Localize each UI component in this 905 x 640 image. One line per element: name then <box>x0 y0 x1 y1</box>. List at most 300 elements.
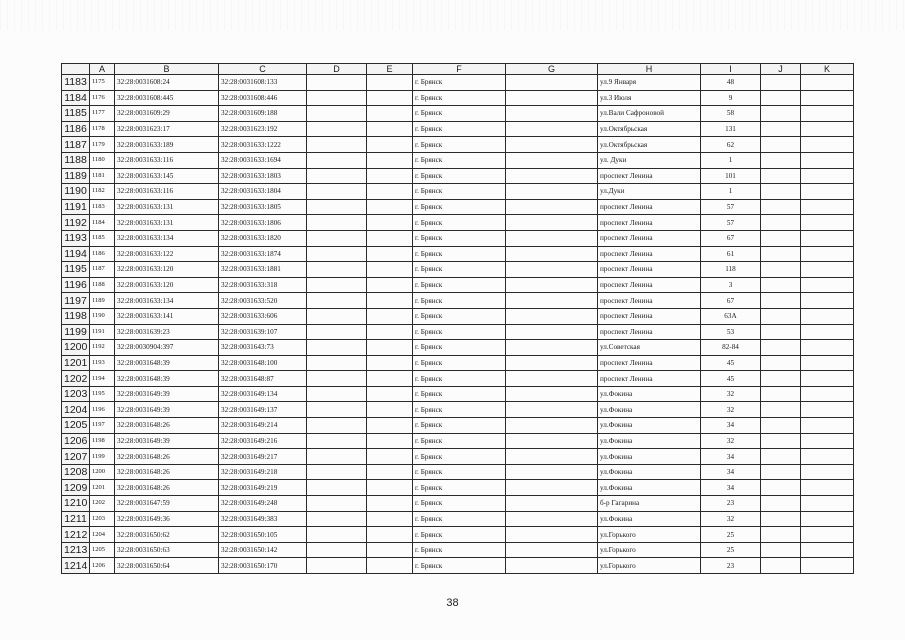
cell-e <box>367 324 413 340</box>
row-number: 1207 <box>62 449 90 465</box>
cell-a: 1184 <box>90 215 115 231</box>
cell-g <box>506 277 598 293</box>
cell-a: 1205 <box>90 542 115 558</box>
row-number: 1210 <box>62 496 90 512</box>
cell-e <box>367 277 413 293</box>
row-number: 1184 <box>62 90 90 106</box>
table-row <box>62 308 854 324</box>
cell-j <box>761 106 801 122</box>
cell-i: 118 <box>701 262 761 278</box>
scan-noise <box>0 0 905 30</box>
cell-i: 34 <box>701 480 761 496</box>
cell-e <box>367 293 413 309</box>
cell-b: 32:28:0031649:36 <box>115 511 219 527</box>
cell-h: ул.3 Июля <box>598 90 701 106</box>
cell-i: 63А <box>701 308 761 324</box>
cell-i: 32 <box>701 386 761 402</box>
cell-d <box>307 433 367 449</box>
cell-g <box>506 262 598 278</box>
cell-a: 1176 <box>90 90 115 106</box>
cell-i: 25 <box>701 527 761 543</box>
cell-h: ул.Фокина <box>598 464 701 480</box>
cell-e <box>367 262 413 278</box>
column-header: B <box>115 64 219 75</box>
cell-d <box>307 449 367 465</box>
cell-d <box>307 324 367 340</box>
cell-i: 1 <box>701 184 761 200</box>
cell-a: 1200 <box>90 464 115 480</box>
cell-k <box>801 137 854 153</box>
cell-j <box>761 558 801 574</box>
cell-g <box>506 480 598 496</box>
cell-k <box>801 121 854 137</box>
row-number: 1187 <box>62 137 90 153</box>
cell-c: 32:28:0031650:170 <box>219 558 307 574</box>
cell-e <box>367 558 413 574</box>
column-header: H <box>598 64 701 75</box>
cell-a: 1197 <box>90 418 115 434</box>
cell-k <box>801 293 854 309</box>
cell-f: г. Брянск <box>413 449 506 465</box>
cell-b: 32:28:0031639:23 <box>115 324 219 340</box>
cell-i: 82-84 <box>701 340 761 356</box>
cell-b: 32:28:0031647:59 <box>115 496 219 512</box>
column-header: E <box>367 64 413 75</box>
table-row <box>62 137 854 153</box>
cell-c: 32:28:0031649:134 <box>219 386 307 402</box>
cell-j <box>761 199 801 215</box>
cell-e <box>367 480 413 496</box>
cell-g <box>506 106 598 122</box>
cell-d <box>307 199 367 215</box>
cell-h: ул.Фокина <box>598 511 701 527</box>
cell-d <box>307 121 367 137</box>
cell-k <box>801 418 854 434</box>
cell-h: ул.Горького <box>598 527 701 543</box>
cell-c: 32:28:0031633:1694 <box>219 152 307 168</box>
cell-g <box>506 402 598 418</box>
cell-j <box>761 464 801 480</box>
cell-g <box>506 121 598 137</box>
cell-d <box>307 418 367 434</box>
cell-j <box>761 75 801 91</box>
cell-g <box>506 542 598 558</box>
cell-e <box>367 355 413 371</box>
cell-d <box>307 527 367 543</box>
cell-e <box>367 386 413 402</box>
cell-k <box>801 527 854 543</box>
table-row <box>62 542 854 558</box>
cell-b: 32:28:0031633:189 <box>115 137 219 153</box>
row-number: 1190 <box>62 184 90 200</box>
cell-i: 34 <box>701 464 761 480</box>
cell-d <box>307 230 367 246</box>
cell-j <box>761 293 801 309</box>
cell-j <box>761 386 801 402</box>
cell-e <box>367 121 413 137</box>
cell-g <box>506 230 598 246</box>
cell-a: 1198 <box>90 433 115 449</box>
cell-c: 32:28:0031633:1874 <box>219 246 307 262</box>
table-row <box>62 558 854 574</box>
cell-i: 23 <box>701 558 761 574</box>
table-row <box>62 121 854 137</box>
cell-c: 32:28:0031649:218 <box>219 464 307 480</box>
row-number: 1183 <box>62 75 90 91</box>
cell-i: 67 <box>701 293 761 309</box>
cell-i: 32 <box>701 402 761 418</box>
cell-j <box>761 402 801 418</box>
cell-i: 32 <box>701 511 761 527</box>
cell-h: ул.Горького <box>598 542 701 558</box>
cell-c: 32:28:0031623:192 <box>219 121 307 137</box>
cell-c: 32:28:0031609:188 <box>219 106 307 122</box>
table-row <box>62 511 854 527</box>
cell-i: 101 <box>701 168 761 184</box>
table-row <box>62 464 854 480</box>
cell-e <box>367 152 413 168</box>
row-number: 1198 <box>62 308 90 324</box>
cell-k <box>801 371 854 387</box>
cell-k <box>801 168 854 184</box>
table-row <box>62 371 854 387</box>
table-row <box>62 418 854 434</box>
cell-h: ул.Фокина <box>598 418 701 434</box>
cell-b: 32:28:0031648:39 <box>115 355 219 371</box>
cell-b: 32:28:0031633:122 <box>115 246 219 262</box>
cell-h: ул.Октябрьская <box>598 137 701 153</box>
cell-j <box>761 168 801 184</box>
cell-d <box>307 542 367 558</box>
cell-c: 32:28:0031649:217 <box>219 449 307 465</box>
cell-h: проспект Ленина <box>598 262 701 278</box>
cell-g <box>506 90 598 106</box>
cell-a: 1192 <box>90 340 115 356</box>
cell-k <box>801 402 854 418</box>
cell-f: г. Брянск <box>413 168 506 184</box>
cell-k <box>801 277 854 293</box>
cell-g <box>506 75 598 91</box>
cell-e <box>367 464 413 480</box>
cell-j <box>761 262 801 278</box>
cell-i: 57 <box>701 199 761 215</box>
cell-g <box>506 464 598 480</box>
cell-g <box>506 371 598 387</box>
cell-k <box>801 542 854 558</box>
cell-b: 32:28:0031649:39 <box>115 433 219 449</box>
cell-k <box>801 199 854 215</box>
cell-i: 45 <box>701 371 761 387</box>
table-row <box>62 199 854 215</box>
cell-h: ул.Фокина <box>598 386 701 402</box>
cell-f: г. Брянск <box>413 137 506 153</box>
cell-j <box>761 184 801 200</box>
cell-j <box>761 340 801 356</box>
table-row <box>62 496 854 512</box>
cell-g <box>506 386 598 402</box>
cell-i: 9 <box>701 90 761 106</box>
cell-f: г. Брянск <box>413 90 506 106</box>
cell-k <box>801 511 854 527</box>
cell-d <box>307 511 367 527</box>
cell-e <box>367 184 413 200</box>
table-row <box>62 277 854 293</box>
table-row <box>62 324 854 340</box>
table-row <box>62 215 854 231</box>
cell-i: 57 <box>701 215 761 231</box>
cell-i: 67 <box>701 230 761 246</box>
cell-k <box>801 106 854 122</box>
cell-a: 1179 <box>90 137 115 153</box>
cell-d <box>307 137 367 153</box>
row-number: 1212 <box>62 527 90 543</box>
cell-c: 32:28:0031633:1881 <box>219 262 307 278</box>
cell-d <box>307 215 367 231</box>
cell-b: 32:28:0031633:134 <box>115 293 219 309</box>
cell-i: 131 <box>701 121 761 137</box>
cell-i: 3 <box>701 277 761 293</box>
cell-k <box>801 496 854 512</box>
cell-k <box>801 480 854 496</box>
cell-j <box>761 152 801 168</box>
cell-c: 32:28:0031649:216 <box>219 433 307 449</box>
column-header: K <box>801 64 854 75</box>
cell-g <box>506 324 598 340</box>
cell-g <box>506 246 598 262</box>
cell-b: 32:28:0031650:62 <box>115 527 219 543</box>
cell-e <box>367 418 413 434</box>
cell-b: 32:28:0031608:24 <box>115 75 219 91</box>
cell-i: 58 <box>701 106 761 122</box>
row-number: 1185 <box>62 106 90 122</box>
cell-e <box>367 215 413 231</box>
column-header: J <box>761 64 801 75</box>
cell-c: 32:28:0031649:248 <box>219 496 307 512</box>
cell-j <box>761 449 801 465</box>
row-number: 1195 <box>62 262 90 278</box>
cell-g <box>506 308 598 324</box>
cell-a: 1181 <box>90 168 115 184</box>
cell-i: 34 <box>701 418 761 434</box>
cell-j <box>761 230 801 246</box>
cell-d <box>307 90 367 106</box>
cell-d <box>307 168 367 184</box>
cell-h: ул.Фокина <box>598 480 701 496</box>
cell-f: г. Брянск <box>413 199 506 215</box>
cell-j <box>761 324 801 340</box>
spreadsheet-table <box>61 63 854 574</box>
row-number: 1189 <box>62 168 90 184</box>
table-row <box>62 386 854 402</box>
cell-j <box>761 90 801 106</box>
corner-cell <box>62 64 90 75</box>
cell-i: 23 <box>701 496 761 512</box>
cell-c: 32:28:0031633:1803 <box>219 168 307 184</box>
cell-b: 32:28:0031633:141 <box>115 308 219 324</box>
row-number: 1211 <box>62 511 90 527</box>
cell-b: 32:28:0031649:39 <box>115 386 219 402</box>
cell-d <box>307 184 367 200</box>
cell-f: г. Брянск <box>413 558 506 574</box>
cell-d <box>307 464 367 480</box>
cell-f: г. Брянск <box>413 355 506 371</box>
cell-j <box>761 308 801 324</box>
cell-h: ул.Вали Сафроновой <box>598 106 701 122</box>
cell-f: г. Брянск <box>413 340 506 356</box>
cell-c: 32:28:0031633:1804 <box>219 184 307 200</box>
column-header: D <box>307 64 367 75</box>
cell-c: 32:28:0031648:100 <box>219 355 307 371</box>
cell-b: 32:28:0030904:397 <box>115 340 219 356</box>
cell-b: 32:28:0031608:445 <box>115 90 219 106</box>
cell-f: г. Брянск <box>413 121 506 137</box>
cell-c: 32:28:0031633:520 <box>219 293 307 309</box>
cell-f: г. Брянск <box>413 152 506 168</box>
cell-c: 32:28:0031633:606 <box>219 308 307 324</box>
cell-e <box>367 75 413 91</box>
cell-a: 1190 <box>90 308 115 324</box>
cell-j <box>761 277 801 293</box>
cell-a: 1183 <box>90 199 115 215</box>
cell-g <box>506 511 598 527</box>
cell-j <box>761 433 801 449</box>
cell-h: проспект Ленина <box>598 355 701 371</box>
cell-k <box>801 324 854 340</box>
cell-f: г. Брянск <box>413 464 506 480</box>
cell-c: 32:28:0031633:1806 <box>219 215 307 231</box>
cell-h: проспект Ленина <box>598 215 701 231</box>
row-number: 1196 <box>62 277 90 293</box>
cell-c: 32:28:0031633:1805 <box>219 199 307 215</box>
cell-i: 34 <box>701 449 761 465</box>
cell-f: г. Брянск <box>413 277 506 293</box>
cell-i: 62 <box>701 137 761 153</box>
cell-c: 32:28:0031650:142 <box>219 542 307 558</box>
cell-f: г. Брянск <box>413 262 506 278</box>
cell-g <box>506 418 598 434</box>
cell-a: 1203 <box>90 511 115 527</box>
cell-e <box>367 371 413 387</box>
cell-k <box>801 558 854 574</box>
cell-h: ул.Фокина <box>598 449 701 465</box>
cell-c: 32:28:0031633:1222 <box>219 137 307 153</box>
table-row <box>62 152 854 168</box>
cell-b: 32:28:0031650:63 <box>115 542 219 558</box>
cell-e <box>367 511 413 527</box>
cell-a: 1177 <box>90 106 115 122</box>
cell-b: 32:28:0031648:26 <box>115 480 219 496</box>
cell-c: 32:28:0031649:214 <box>219 418 307 434</box>
cell-a: 1185 <box>90 230 115 246</box>
cell-k <box>801 449 854 465</box>
cell-h: проспект Ленина <box>598 308 701 324</box>
cell-b: 32:28:0031633:120 <box>115 277 219 293</box>
cell-d <box>307 106 367 122</box>
table-row <box>62 402 854 418</box>
cell-h: проспект Ленина <box>598 324 701 340</box>
cell-k <box>801 386 854 402</box>
cell-d <box>307 480 367 496</box>
cell-d <box>307 386 367 402</box>
cell-d <box>307 355 367 371</box>
cell-g <box>506 199 598 215</box>
cell-a: 1196 <box>90 402 115 418</box>
cell-j <box>761 215 801 231</box>
cell-a: 1206 <box>90 558 115 574</box>
table-row <box>62 246 854 262</box>
table-row <box>62 340 854 356</box>
cell-h: ул.Фокина <box>598 402 701 418</box>
cell-j <box>761 480 801 496</box>
cell-b: 32:28:0031633:120 <box>115 262 219 278</box>
cell-f: г. Брянск <box>413 386 506 402</box>
cell-g <box>506 449 598 465</box>
cell-c: 32:28:0031608:446 <box>219 90 307 106</box>
column-header: G <box>506 64 598 75</box>
row-number: 1199 <box>62 324 90 340</box>
cell-k <box>801 184 854 200</box>
cell-f: г. Брянск <box>413 511 506 527</box>
cell-j <box>761 121 801 137</box>
column-header: C <box>219 64 307 75</box>
cell-j <box>761 527 801 543</box>
cell-a: 1191 <box>90 324 115 340</box>
cell-f: г. Брянск <box>413 308 506 324</box>
row-number: 1213 <box>62 542 90 558</box>
cell-d <box>307 558 367 574</box>
cell-a: 1201 <box>90 480 115 496</box>
cell-a: 1193 <box>90 355 115 371</box>
cell-c: 32:28:0031643:73 <box>219 340 307 356</box>
cell-g <box>506 340 598 356</box>
table-row <box>62 262 854 278</box>
cell-f: г. Брянск <box>413 75 506 91</box>
cell-j <box>761 246 801 262</box>
cell-i: 45 <box>701 355 761 371</box>
cell-h: проспект Ленина <box>598 277 701 293</box>
table-row <box>62 293 854 309</box>
cell-i: 53 <box>701 324 761 340</box>
cell-k <box>801 90 854 106</box>
cell-c: 32:28:0031639:107 <box>219 324 307 340</box>
cell-j <box>761 137 801 153</box>
cell-f: г. Брянск <box>413 324 506 340</box>
cell-g <box>506 558 598 574</box>
cell-f: г. Брянск <box>413 184 506 200</box>
row-number: 1202 <box>62 371 90 387</box>
cell-f: г. Брянск <box>413 480 506 496</box>
cell-h: проспект Ленина <box>598 199 701 215</box>
table-row <box>62 433 854 449</box>
cell-e <box>367 308 413 324</box>
cell-d <box>307 308 367 324</box>
cell-f: г. Брянск <box>413 402 506 418</box>
cell-i: 25 <box>701 542 761 558</box>
cell-f: г. Брянск <box>413 293 506 309</box>
cell-d <box>307 262 367 278</box>
row-number: 1192 <box>62 215 90 231</box>
cell-b: 32:28:0031633:134 <box>115 230 219 246</box>
cell-k <box>801 246 854 262</box>
cell-h: ул.Фокина <box>598 433 701 449</box>
cell-f: г. Брянск <box>413 215 506 231</box>
cell-h: ул. Дуки <box>598 152 701 168</box>
cell-e <box>367 542 413 558</box>
cell-e <box>367 246 413 262</box>
cell-k <box>801 355 854 371</box>
cell-h: проспект Ленина <box>598 230 701 246</box>
column-header: A <box>90 64 115 75</box>
